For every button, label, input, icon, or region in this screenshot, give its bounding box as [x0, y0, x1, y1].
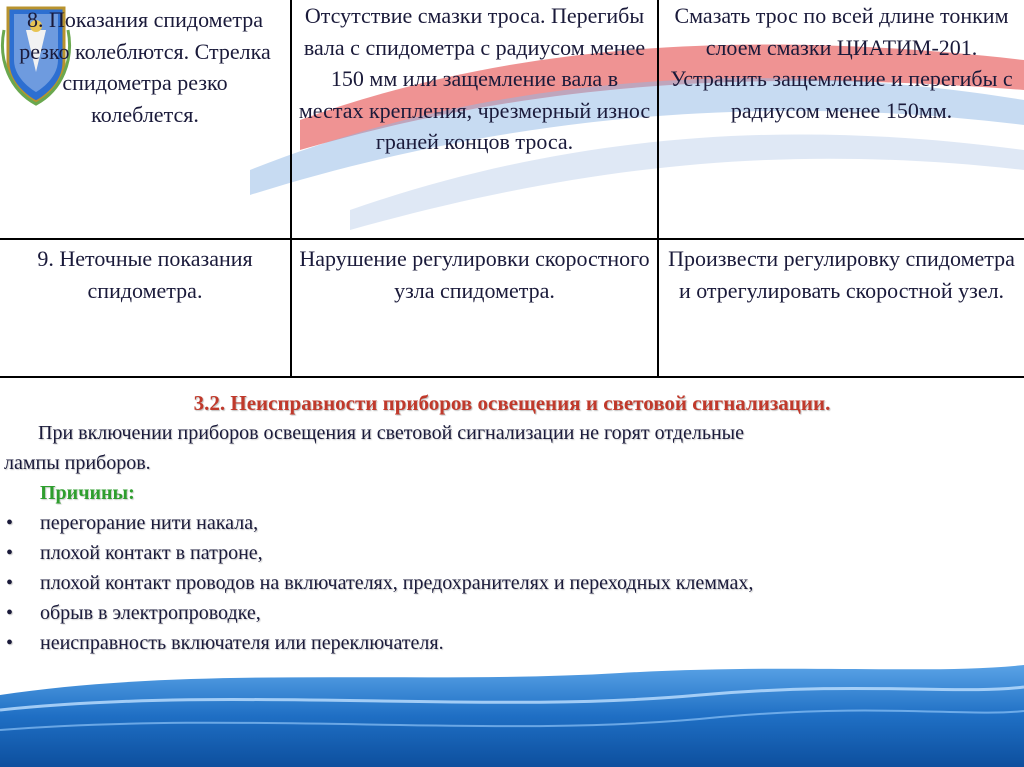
bullet-icon: •	[6, 512, 14, 534]
section-text-line: При включении приборов освещения и световой сигнализации не горят отдельные	[38, 422, 744, 444]
list-item-text: перегорание нити накала,	[40, 512, 259, 534]
list-item	[0, 598, 1024, 628]
cause-cell: Отсутствие смазки троса. Перегибы вала с спидометра с радиусом менее 150 мм или защемление вала в местах крепления, чрезмерный износ граней концов троса.	[291, 0, 658, 239]
symptom-cell: 9. Неточные показания спидометра.	[0, 239, 291, 377]
bullet-icon: •	[6, 632, 14, 654]
list-item-text: неисправность включателя или переключателя.	[40, 632, 444, 654]
table-row	[0, 239, 1024, 377]
list-item	[0, 508, 1024, 538]
cause-cell: Нарушение регулировки скоростного узла спидометра.	[291, 239, 658, 377]
table-row	[0, 0, 1024, 239]
list-item-text: обрыв в электропроводке,	[40, 602, 261, 624]
bullet-icon: •	[6, 572, 14, 594]
bullet-icon: •	[6, 602, 14, 624]
list-item-text: плохой контакт в патроне,	[40, 542, 263, 564]
reasons-list	[0, 508, 1024, 658]
remedy-cell: Произвести регулировку спидометра и отрегулировать скоростной узел.	[658, 239, 1024, 377]
diagnostics-table	[0, 0, 1024, 378]
section-text	[0, 418, 1024, 478]
list-item	[0, 538, 1024, 568]
bottom-wave	[0, 655, 1024, 767]
list-item	[0, 628, 1024, 658]
reasons-label: Причины:	[40, 482, 135, 504]
symptom-cell: 8. Показания спидометра резко колеблются. Стрелка спидометра резко колеблется.	[0, 0, 291, 239]
list-item-text: плохой контакт проводов на включателях, предохранителях и переходных клеммах,	[40, 572, 754, 594]
lighting-faults-section	[0, 388, 1024, 658]
section-text-line: лампы приборов.	[4, 452, 151, 474]
bullet-icon: •	[6, 542, 14, 564]
remedy-cell: Смазать трос по всей длине тонким слоем смазки ЦИАТИМ-201. Устранить защемление и перегибы с радиусом менее 150мм.	[658, 0, 1024, 239]
list-item	[0, 568, 1024, 598]
section-title: 3.2. Неисправности приборов освещения и световой сигнализации.	[193, 391, 831, 415]
